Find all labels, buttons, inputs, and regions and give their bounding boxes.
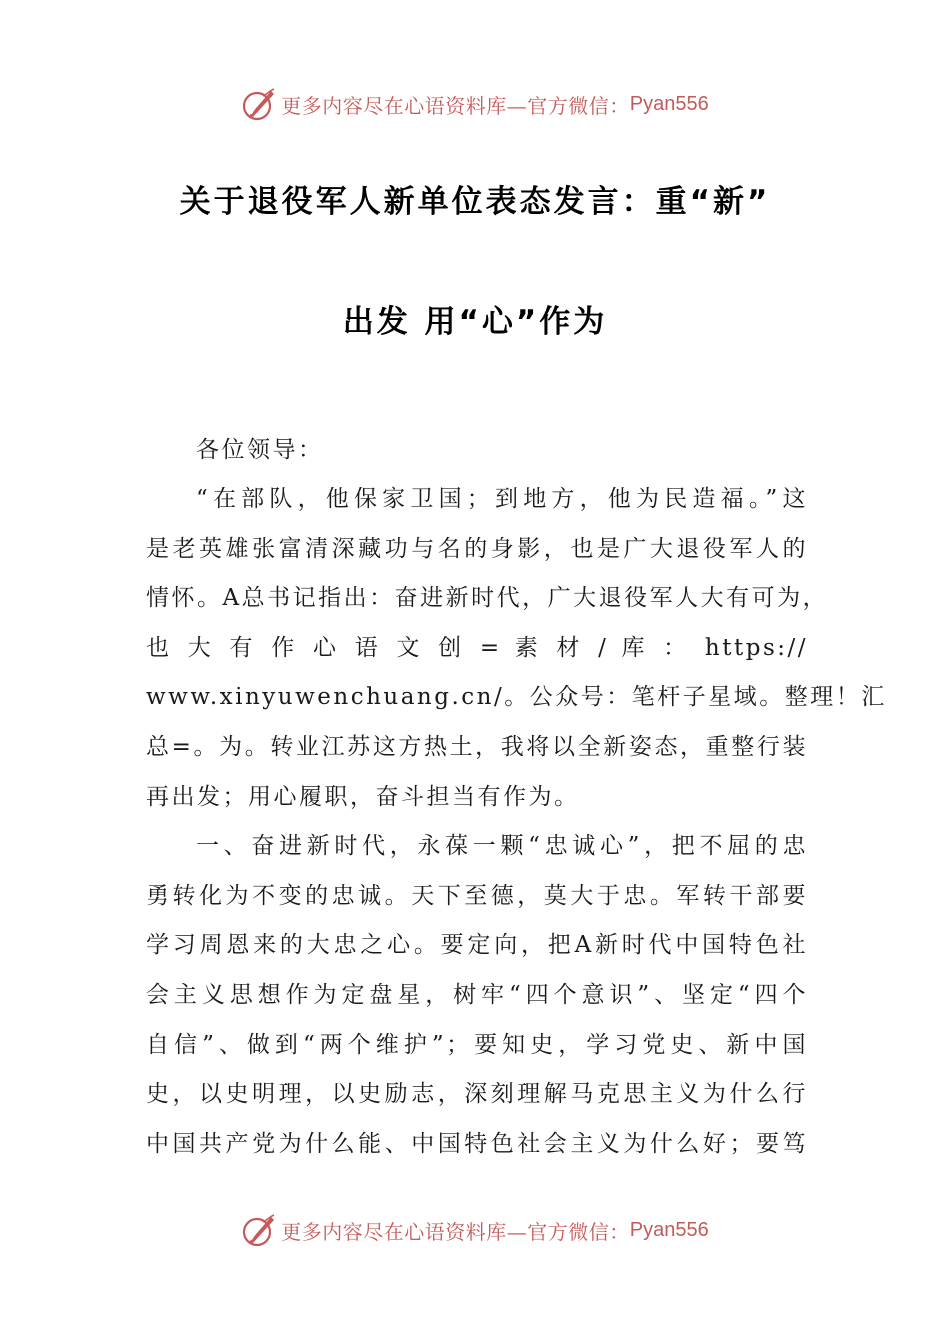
paragraph-line: 也 大 有 作 心 语 文 创 = 素 材 / 库 ： https://: [146, 634, 808, 661]
quill-pen-logo-icon: [241, 86, 277, 122]
document-title-line-2: 出发 用“心”作为: [342, 304, 608, 340]
paragraph-line: 情怀。A总书记指出：奋进新时代，广大退役军人大有可为，: [146, 585, 829, 612]
paragraph-line: 总=。为。转业江苏这方热土，我将以全新姿态，重整行装: [146, 733, 808, 760]
document-title-line-1: 关于退役军人新单位表态发言：重“新”: [179, 184, 771, 220]
paragraph-line: “在部队，他保家卫国；到地方，他为民造福。”这: [196, 486, 808, 512]
watermark-wechat-id: Pyan556: [629, 92, 709, 115]
document-body: [146, 475, 887, 1169]
salutation: 各位领导：: [196, 437, 324, 463]
paragraph-line: 学习周恩来的大忠之心。要定向，把A新时代中国特色社: [146, 932, 808, 959]
paragraph-line: 会主义思想作为定盘星，树牢“四个意识”、坚定“四个: [146, 981, 808, 1008]
watermark-text: 更多内容尽在心语资料库—官方微信：: [281, 1219, 630, 1244]
paragraph-line: 自信”、做到“两个维护”；要知史，学习党史、新中国: [146, 1031, 808, 1058]
footer-watermark: [0, 1210, 950, 1250]
paragraph-line: 再出发；用心履职，奋斗担当有作为。: [146, 783, 580, 810]
paragraph-line: 史，以史明理，以史励志，深刻理解马克思主义为什么行: [146, 1081, 808, 1108]
watermark-wechat-id: Pyan556: [629, 1218, 709, 1241]
watermark-text: 更多内容尽在心语资料库—官方微信：: [281, 93, 630, 118]
paragraph-line: www.xinyuwenchuang.cn/。公众号：笔杆子星域。整理！汇: [146, 684, 887, 711]
paragraph-line: 中国共产党为什么能、中国特色社会主义为什么好；要笃: [146, 1130, 808, 1157]
quill-pen-logo-icon: [241, 1212, 277, 1248]
paragraph-line: 一、奋进新时代，永葆一颗“忠诚心”，把不屈的忠: [196, 833, 808, 860]
paragraph-line: 勇转化为不变的忠诚。天下至德，莫大于忠。军转干部要: [146, 882, 808, 909]
paragraph-line: 是老英雄张富清深藏功与名的身影，也是广大退役军人的: [146, 535, 808, 562]
header-watermark: [0, 84, 950, 124]
